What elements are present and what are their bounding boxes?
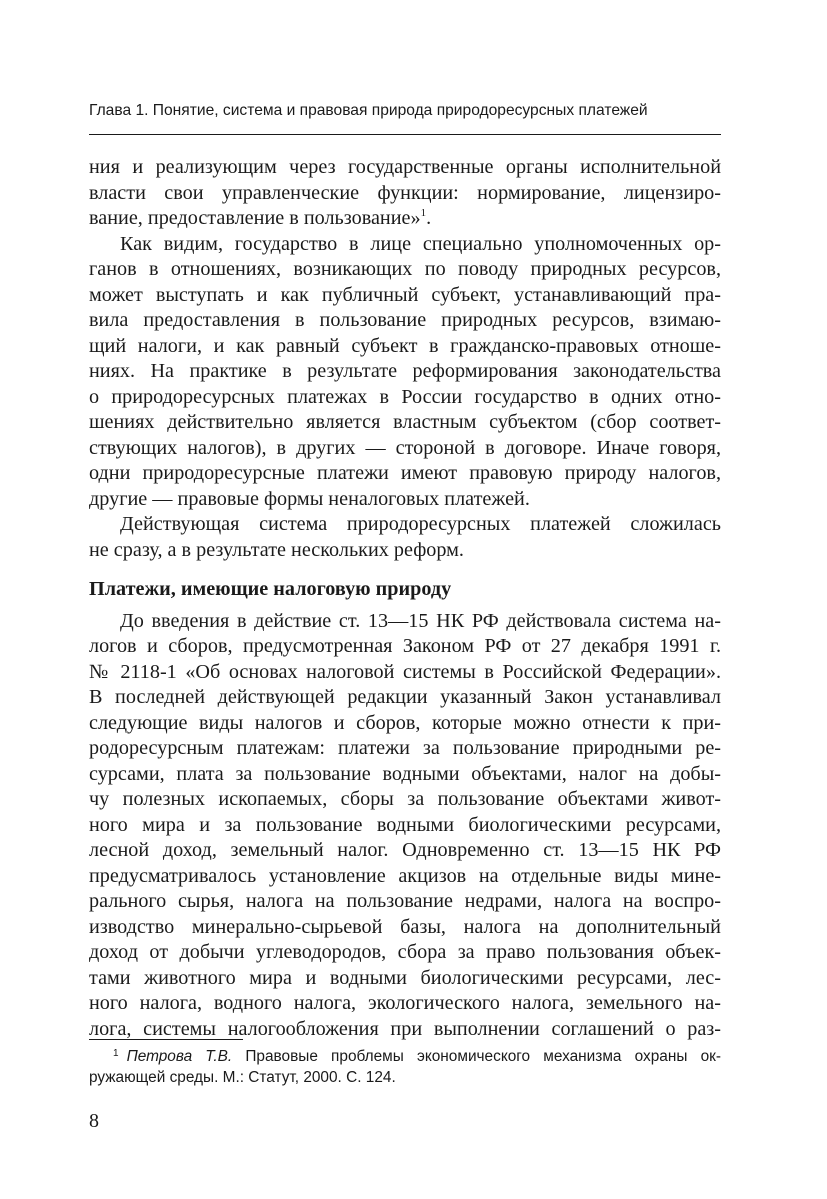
main-text [89,155,721,1042]
text-line: щий налоги, и как равный субъект в гражданско-правовых отноше- [89,334,721,357]
text-line: Действующая система природоресурсных платежей сложилась [120,513,721,535]
text-line: сурсами, плата за пользование водными объектами, налог на добы- [89,762,721,785]
text-line: Как видим, государство в лице специально уполномоченных ор- [120,232,721,255]
text-line: власти свои управленческие функции: нормирование, лицензиро- [89,181,721,204]
text-line: шениях действительно является властным субъектом (сбор соответ- [89,411,721,433]
page-number: 8 [89,1110,99,1132]
text-line: ного мира и за пользование водными биологическими ресурсами, [89,813,721,836]
footnote-line: ружающей среды. М.: Статут, 2000. С. 124. [89,1069,396,1086]
text-line: ного налога, водного налога, экологического налога, земельного на- [89,992,721,1014]
text-line: тами животного мира и водными биологическими ресурсами, лес- [89,966,721,989]
text-line: логов и сборов, предусмотренная Законом РФ от 27 декабря 1991 г. [89,635,721,657]
text-line: не сразу, а в результате нескольких реформ. [89,538,464,561]
text-line: ганов в отношениях, возникающих по поводу природных ресурсов, [89,258,721,280]
footnote-author: Петрова Т.В. [126,1048,233,1065]
text-line: вила предоставления в пользование природных ресурсов, взимаю- [89,309,721,331]
text-line: чу полезных ископаемых, сборы за пользование объектами живот- [89,788,721,810]
header-rule [89,134,721,135]
text-line: следующие виды налогов и сборов, которые можно отнести к при- [89,711,721,734]
text-line: ния и реализующим через государственные органы исполнительной [89,156,721,178]
text-line: № 2118-1 «Об основах налоговой системы в Российской Федерации». [89,660,721,683]
text-line: ствующих налогов), в других — стороной в договоре. Иначе говоря, [89,436,721,459]
text-line: До введения в действие ст. 13—15 НК РФ действовала система на- [120,609,721,632]
footnote-reference[interactable]: 1 [420,207,427,219]
text-line: предусматривалось установление акцизов на отдельные виды мине- [89,864,721,887]
footnote [89,1046,721,1088]
text-line: В последней действующей редакции указанный Закон устанавливал [89,686,721,708]
text-line: о природоресурсных платежах в России государство в одних отно- [89,385,721,408]
text-line: ниях. На практике в результате реформирования законодательства [89,360,721,382]
text-line: лесной доход, земельный налог. Одновременно ст. 13—15 НК РФ [89,839,721,861]
text-line: изводство минерально-сырьевой базы, налога на дополнительный [89,915,721,938]
text-line-end: . [426,207,432,229]
text-line: доход от добычи углеводородов, сбора за право пользования объек- [89,941,721,963]
text-line: лога, системы налогообложения при выполнении соглашений о раз- [89,1017,721,1040]
text-line: другие — правовые формы неналоговых платежей. [89,487,530,510]
text-line: одни природоресурсные платежи имеют правовую природу налогов, [89,462,721,484]
text-line-body: вание, предоставление в пользование» [89,207,421,229]
footnote-line [89,1046,721,1067]
text-line: родоресурсным платежам: платежи за пользование природными ре- [89,737,721,759]
text-line [89,206,721,232]
text-line: может выступать и как публичный субъект, устанавливающий пра- [89,283,721,306]
text-line: рального сырья, налога на пользование недрами, налога на воспро- [89,890,721,912]
footnote-rule [89,1039,243,1040]
footnote-text: Правовые проблемы экономического механизма охраны ок- [232,1048,721,1065]
footnote-marker: 1 [113,1048,119,1059]
running-title: Глава 1. Понятие, система и правовая природа природоресурсных платежей [89,102,648,119]
section-heading: Платежи, имеющие налоговую природу [89,578,452,600]
